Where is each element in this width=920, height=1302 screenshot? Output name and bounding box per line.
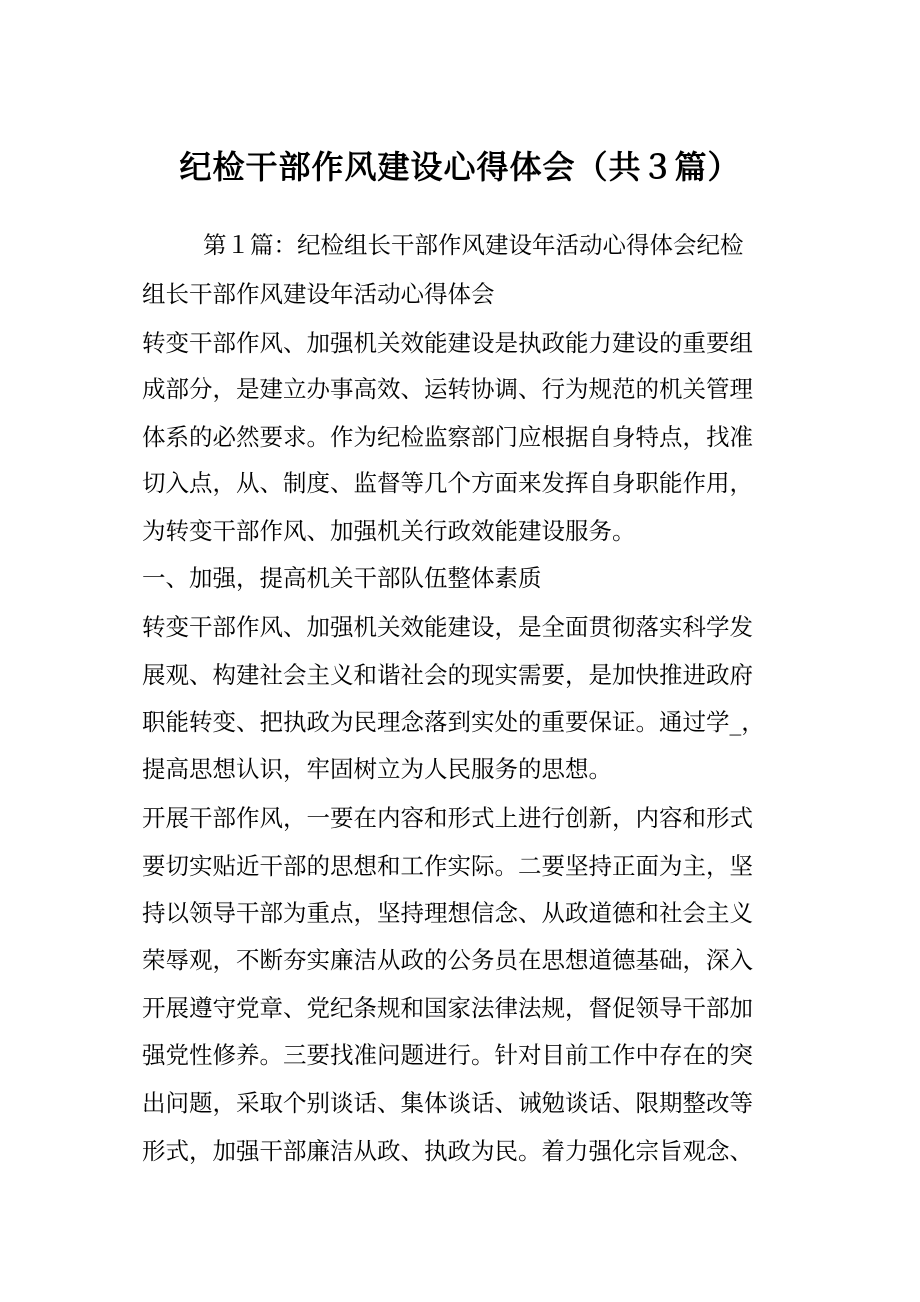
- paragraph-line: 体系的必然要求。作为纪检监察部门应根据自身特点，找准: [142, 423, 753, 451]
- chapter-heading-line: 第１篇：纪检组长干部作风建设年活动心得体会纪检: [203, 231, 744, 259]
- paragraph-line: 成部分，是建立办事高效、运转协调、行为规范的机关管理: [142, 375, 753, 403]
- paragraph-line: 出问题，采取个别谈话、集体谈话、诫勉谈话、限期整改等: [142, 1089, 753, 1117]
- paragraph-line: 形式，加强干部廉洁从政、执政为民。着力强化宗旨观念、: [142, 1137, 753, 1165]
- paragraph-line: 提高思想认识，牢固树立为人民服务的思想。: [142, 755, 612, 783]
- paragraph-line: 荣辱观，不断夯实廉洁从政的公务员在思想道德基础，深入: [142, 946, 753, 974]
- paragraph-line: 开展遵守党章、党纪条规和国家法律法规，督促领导干部加: [142, 994, 753, 1022]
- paragraph-line: 职能转变、把执政为民理念落到实处的重要保证。通过学_，: [142, 708, 765, 736]
- paragraph-line: 展观、构建社会主义和谐社会的现实需要，是加快推进政府: [142, 661, 753, 689]
- paragraph-line: 要切实贴近干部的思想和工作实际。二要坚持正面为主，坚: [142, 852, 753, 880]
- paragraph-line: 转变干部作风、加强机关效能建设，是全面贯彻落实科学发: [142, 613, 753, 641]
- paragraph-line: 持以领导干部为重点，坚持理想信念、从政道德和社会主义: [142, 899, 753, 927]
- paragraph-line: 强党性修养。三要找准问题进行。针对目前工作中存在的突: [142, 1041, 753, 1069]
- paragraph-line: 切入点，从、制度、监督等几个方面来发挥自身职能作用，: [142, 469, 753, 497]
- page-title: 纪检干部作风建设心得体会（共３篇）: [179, 148, 741, 186]
- paragraph-line: 为转变干部作风、加强机关行政效能建设服务。: [142, 517, 636, 545]
- paragraph-line: 开展干部作风，一要在内容和形式上进行创新，内容和形式: [142, 804, 753, 832]
- section-heading: 一、加强，提高机关干部队伍整体素质: [142, 564, 542, 592]
- chapter-heading-line: 组长干部作风建设年活动心得体会: [142, 280, 495, 308]
- paragraph-line: 转变干部作风、加强机关效能建设是执政能力建设的重要组: [142, 329, 753, 357]
